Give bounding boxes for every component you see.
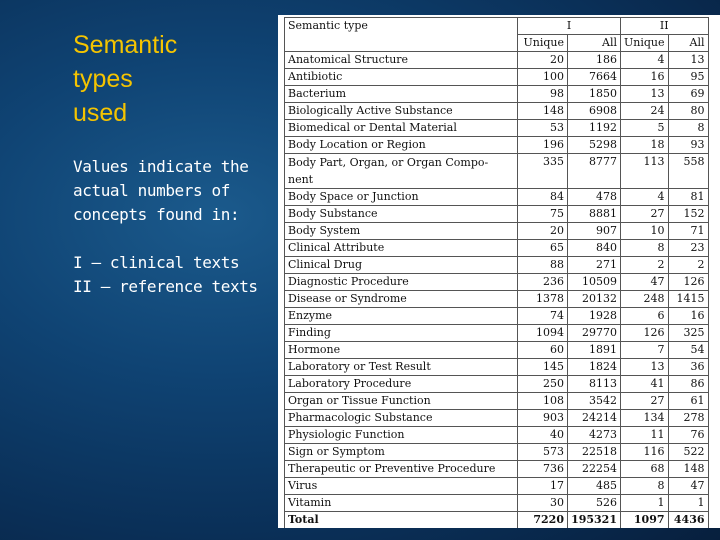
subheader-unique: Unique bbox=[518, 35, 568, 52]
legend-reference: II – reference texts bbox=[73, 277, 258, 296]
value-cell: 8 bbox=[668, 120, 708, 137]
semantic-type-cell: Body System bbox=[285, 223, 518, 240]
semantic-type-cell: Body Location or Region bbox=[285, 137, 518, 154]
value-cell: 196 bbox=[518, 137, 568, 154]
value-cell: 6 bbox=[621, 308, 669, 325]
value-cell: 8777 bbox=[568, 154, 621, 189]
semantic-type-cell: Organ or Tissue Function bbox=[285, 393, 518, 410]
semantic-type-cell: Biomedical or Dental Material bbox=[285, 120, 518, 137]
semantic-type-cell: Bacterium bbox=[285, 86, 518, 103]
table-row bbox=[285, 359, 709, 376]
semantic-type-cell: Finding bbox=[285, 325, 518, 342]
value-cell: 126 bbox=[668, 274, 708, 291]
value-cell: 478 bbox=[568, 189, 621, 206]
table-body bbox=[285, 52, 709, 529]
value-cell: 1415 bbox=[668, 291, 708, 308]
header-semantic-type: Semantic type bbox=[285, 18, 518, 52]
table-row bbox=[285, 410, 709, 427]
value-cell: 10509 bbox=[568, 274, 621, 291]
value-cell: 29770 bbox=[568, 325, 621, 342]
value-cell: 75 bbox=[518, 206, 568, 223]
value-cell: 3542 bbox=[568, 393, 621, 410]
value-cell: 325 bbox=[668, 325, 708, 342]
value-cell: 840 bbox=[568, 240, 621, 257]
value-cell: 8 bbox=[621, 240, 669, 257]
value-cell: 1192 bbox=[568, 120, 621, 137]
value-cell: 4 bbox=[621, 189, 669, 206]
table-total-row bbox=[285, 512, 709, 529]
table-row bbox=[285, 223, 709, 240]
value-cell: 53 bbox=[518, 120, 568, 137]
value-cell: 24 bbox=[621, 103, 669, 120]
value-cell: 2 bbox=[621, 257, 669, 274]
value-cell: 116 bbox=[621, 444, 669, 461]
table-row bbox=[285, 427, 709, 444]
slide-title-line: used bbox=[73, 99, 128, 127]
slide-title-line: Semantic bbox=[73, 31, 178, 59]
value-cell: 4273 bbox=[568, 427, 621, 444]
value-cell: 558 bbox=[668, 154, 708, 189]
table-row bbox=[285, 137, 709, 154]
value-cell: 18 bbox=[621, 137, 669, 154]
value-cell: 5298 bbox=[568, 137, 621, 154]
semantic-type-cell: Body Substance bbox=[285, 206, 518, 223]
value-cell: 17 bbox=[518, 478, 568, 495]
table-row bbox=[285, 342, 709, 359]
value-cell: 100 bbox=[518, 69, 568, 86]
table-row bbox=[285, 120, 709, 137]
value-cell: 248 bbox=[621, 291, 669, 308]
table-row bbox=[285, 86, 709, 103]
value-cell: 61 bbox=[668, 393, 708, 410]
value-cell: 903 bbox=[518, 410, 568, 427]
table-row bbox=[285, 69, 709, 86]
table-row bbox=[285, 103, 709, 120]
value-cell: 41 bbox=[621, 376, 669, 393]
table-row bbox=[285, 240, 709, 257]
value-cell: 40 bbox=[518, 427, 568, 444]
table-row bbox=[285, 189, 709, 206]
table-row bbox=[285, 257, 709, 274]
value-cell: 108 bbox=[518, 393, 568, 410]
value-cell: 20 bbox=[518, 52, 568, 69]
value-cell: 10 bbox=[621, 223, 669, 240]
value-cell: 8 bbox=[621, 478, 669, 495]
value-cell: 485 bbox=[568, 478, 621, 495]
value-cell: 526 bbox=[568, 495, 621, 512]
total-value-cell: 4436 bbox=[668, 512, 708, 529]
value-cell: 134 bbox=[621, 410, 669, 427]
semantic-type-cell: Antibiotic bbox=[285, 69, 518, 86]
table-row bbox=[285, 325, 709, 342]
value-cell: 60 bbox=[518, 342, 568, 359]
value-cell: 16 bbox=[668, 308, 708, 325]
value-cell: 20 bbox=[518, 223, 568, 240]
table-row bbox=[285, 495, 709, 512]
semantic-type-cell: Pharmacologic Substance bbox=[285, 410, 518, 427]
table-row bbox=[285, 291, 709, 308]
value-cell: 95 bbox=[668, 69, 708, 86]
semantic-type-cell: Clinical Attribute bbox=[285, 240, 518, 257]
value-cell: 20132 bbox=[568, 291, 621, 308]
slide-title bbox=[73, 28, 253, 130]
semantic-type-cell: Hormone bbox=[285, 342, 518, 359]
value-cell: 27 bbox=[621, 206, 669, 223]
semantic-type-cell: Body Space or Junction bbox=[285, 189, 518, 206]
subheader-all: All bbox=[668, 35, 708, 52]
value-cell: 145 bbox=[518, 359, 568, 376]
value-cell: 271 bbox=[568, 257, 621, 274]
value-cell: 22254 bbox=[568, 461, 621, 478]
value-cell: 36 bbox=[668, 359, 708, 376]
semantic-types-table bbox=[284, 17, 709, 528]
value-cell: 8113 bbox=[568, 376, 621, 393]
value-cell: 8881 bbox=[568, 206, 621, 223]
value-cell: 573 bbox=[518, 444, 568, 461]
table-row bbox=[285, 376, 709, 393]
subheader-all: All bbox=[568, 35, 621, 52]
value-cell: 47 bbox=[621, 274, 669, 291]
semantic-type-cell: Disease or Syndrome bbox=[285, 291, 518, 308]
total-value-cell: 1097 bbox=[621, 512, 669, 529]
value-cell: 186 bbox=[568, 52, 621, 69]
value-cell: 11 bbox=[621, 427, 669, 444]
value-cell: 65 bbox=[518, 240, 568, 257]
semantic-type-cell: Anatomical Structure bbox=[285, 52, 518, 69]
value-cell: 24214 bbox=[568, 410, 621, 427]
value-cell: 1 bbox=[668, 495, 708, 512]
value-cell: 30 bbox=[518, 495, 568, 512]
description-text: Values indicate the actual numbers of concepts found in: bbox=[73, 157, 249, 224]
value-cell: 81 bbox=[668, 189, 708, 206]
value-cell: 98 bbox=[518, 86, 568, 103]
header-group-i: I bbox=[518, 18, 621, 35]
semantic-type-cell: Laboratory or Test Result bbox=[285, 359, 518, 376]
table-row bbox=[285, 274, 709, 291]
value-cell: 16 bbox=[621, 69, 669, 86]
value-cell: 22518 bbox=[568, 444, 621, 461]
table-row bbox=[285, 393, 709, 410]
value-cell: 5 bbox=[621, 120, 669, 137]
value-cell: 86 bbox=[668, 376, 708, 393]
value-cell: 152 bbox=[668, 206, 708, 223]
value-cell: 13 bbox=[621, 359, 669, 376]
value-cell: 7 bbox=[621, 342, 669, 359]
table-row bbox=[285, 461, 709, 478]
value-cell: 7664 bbox=[568, 69, 621, 86]
header-group-ii: II bbox=[621, 18, 709, 35]
semantic-type-cell: Sign or Symptom bbox=[285, 444, 518, 461]
value-cell: 27 bbox=[621, 393, 669, 410]
value-cell: 1 bbox=[621, 495, 669, 512]
value-cell: 1891 bbox=[568, 342, 621, 359]
subheader-unique: Unique bbox=[621, 35, 669, 52]
value-cell: 113 bbox=[621, 154, 669, 189]
value-cell: 907 bbox=[568, 223, 621, 240]
value-cell: 522 bbox=[668, 444, 708, 461]
value-cell: 6908 bbox=[568, 103, 621, 120]
semantic-type-cell: Vitamin bbox=[285, 495, 518, 512]
value-cell: 126 bbox=[621, 325, 669, 342]
value-cell: 76 bbox=[668, 427, 708, 444]
semantic-type-cell: Enzyme bbox=[285, 308, 518, 325]
semantic-type-cell: Clinical Drug bbox=[285, 257, 518, 274]
table-row bbox=[285, 478, 709, 495]
total-value-cell: 7220 bbox=[518, 512, 568, 529]
total-value-cell: 195321 bbox=[568, 512, 621, 529]
value-cell: 236 bbox=[518, 274, 568, 291]
value-cell: 23 bbox=[668, 240, 708, 257]
semantic-type-cell: Therapeutic or Preventive Procedure bbox=[285, 461, 518, 478]
total-label-cell: Total bbox=[285, 512, 518, 529]
value-cell: 250 bbox=[518, 376, 568, 393]
value-cell: 148 bbox=[518, 103, 568, 120]
legend-clinical: I – clinical texts bbox=[73, 253, 240, 272]
value-cell: 71 bbox=[668, 223, 708, 240]
semantic-type-cell: Body Part, Organ, or Organ Compo- nent bbox=[285, 154, 518, 189]
value-cell: 47 bbox=[668, 478, 708, 495]
value-cell: 69 bbox=[668, 86, 708, 103]
value-cell: 2 bbox=[668, 257, 708, 274]
slide-title-line: types bbox=[73, 65, 133, 93]
value-cell: 1928 bbox=[568, 308, 621, 325]
table-row bbox=[285, 308, 709, 325]
value-cell: 54 bbox=[668, 342, 708, 359]
value-cell: 88 bbox=[518, 257, 568, 274]
value-cell: 84 bbox=[518, 189, 568, 206]
value-cell: 13 bbox=[668, 52, 708, 69]
value-cell: 1094 bbox=[518, 325, 568, 342]
value-cell: 1378 bbox=[518, 291, 568, 308]
value-cell: 80 bbox=[668, 103, 708, 120]
table-row bbox=[285, 52, 709, 69]
value-cell: 278 bbox=[668, 410, 708, 427]
semantic-type-cell: Virus bbox=[285, 478, 518, 495]
semantic-type-cell: Physiologic Function bbox=[285, 427, 518, 444]
value-cell: 148 bbox=[668, 461, 708, 478]
slide-description bbox=[73, 155, 273, 299]
table-panel bbox=[278, 15, 720, 528]
semantic-type-cell: Biologically Active Substance bbox=[285, 103, 518, 120]
value-cell: 1824 bbox=[568, 359, 621, 376]
table-row bbox=[285, 444, 709, 461]
table-row bbox=[285, 154, 709, 189]
table-row bbox=[285, 206, 709, 223]
value-cell: 736 bbox=[518, 461, 568, 478]
semantic-type-cell: Diagnostic Procedure bbox=[285, 274, 518, 291]
value-cell: 335 bbox=[518, 154, 568, 189]
value-cell: 1850 bbox=[568, 86, 621, 103]
value-cell: 93 bbox=[668, 137, 708, 154]
value-cell: 4 bbox=[621, 52, 669, 69]
semantic-type-cell: Laboratory Procedure bbox=[285, 376, 518, 393]
value-cell: 74 bbox=[518, 308, 568, 325]
value-cell: 13 bbox=[621, 86, 669, 103]
value-cell: 68 bbox=[621, 461, 669, 478]
